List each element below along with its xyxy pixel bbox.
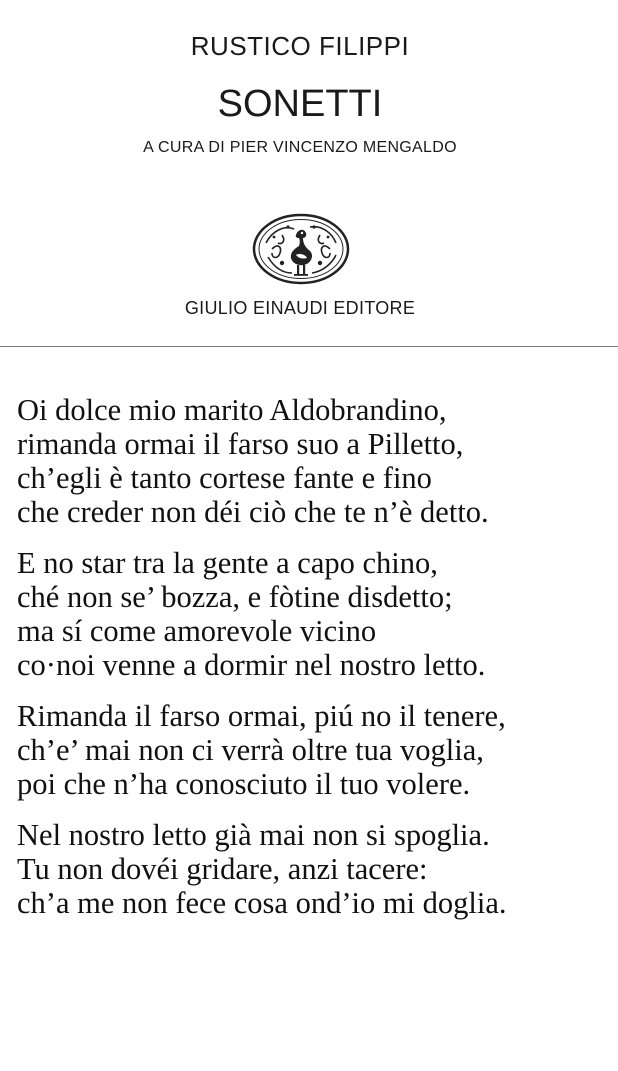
book-title: SONETTI — [217, 83, 383, 125]
poem-line: Oi dolce mio marito Aldobrandino, — [17, 393, 447, 427]
divider — [0, 346, 618, 347]
stanza-4 — [17, 818, 612, 920]
poem-line: ch’e’ mai non ci verrà oltre tua voglia, — [17, 733, 484, 767]
poem-line: ch’egli è tanto cortese fante e fino — [17, 461, 432, 495]
poem-line: Rimanda il farso ormai, piú no il tenere, — [17, 699, 506, 733]
title-page-header — [0, 0, 618, 346]
poem-line: ma sí come amorevole vicino — [17, 614, 377, 648]
einaudi-ostrich-logo-icon — [252, 213, 350, 285]
stanza-3 — [17, 699, 612, 801]
poem-line: poi che n’ha conosciuto il tuo volere. — [17, 767, 471, 801]
poem-line: co·noi venne a dormir nel nostro letto. — [17, 648, 486, 682]
stanza-1 — [17, 393, 612, 529]
author-name: RUSTICO FILIPPI — [190, 31, 410, 61]
poem-line: rimanda ormai il farso suo a Pilletto, — [17, 427, 464, 461]
poem-line: ché non se’ bozza, e fòtine disdetto; — [17, 580, 453, 614]
poem-line: Nel nostro letto già mai non si spoglia. — [17, 818, 490, 852]
poem-line: E no star tra la gente a capo chino, — [17, 546, 438, 580]
poem-line: Tu non dovéi gridare, anzi tacere: — [17, 852, 428, 886]
publisher-name: GIULIO EINAUDI EDITORE — [184, 298, 416, 318]
poem-line: che creder non déi ciò che te n’è detto. — [17, 495, 489, 529]
editor-credit: A CURA DI PIER VINCENZO MENGALDO — [143, 139, 457, 156]
poem-line: ch’a me non fece cosa ond’io mi doglia. — [17, 886, 507, 920]
stanza-2 — [17, 546, 612, 682]
sonnet-text — [17, 393, 612, 937]
